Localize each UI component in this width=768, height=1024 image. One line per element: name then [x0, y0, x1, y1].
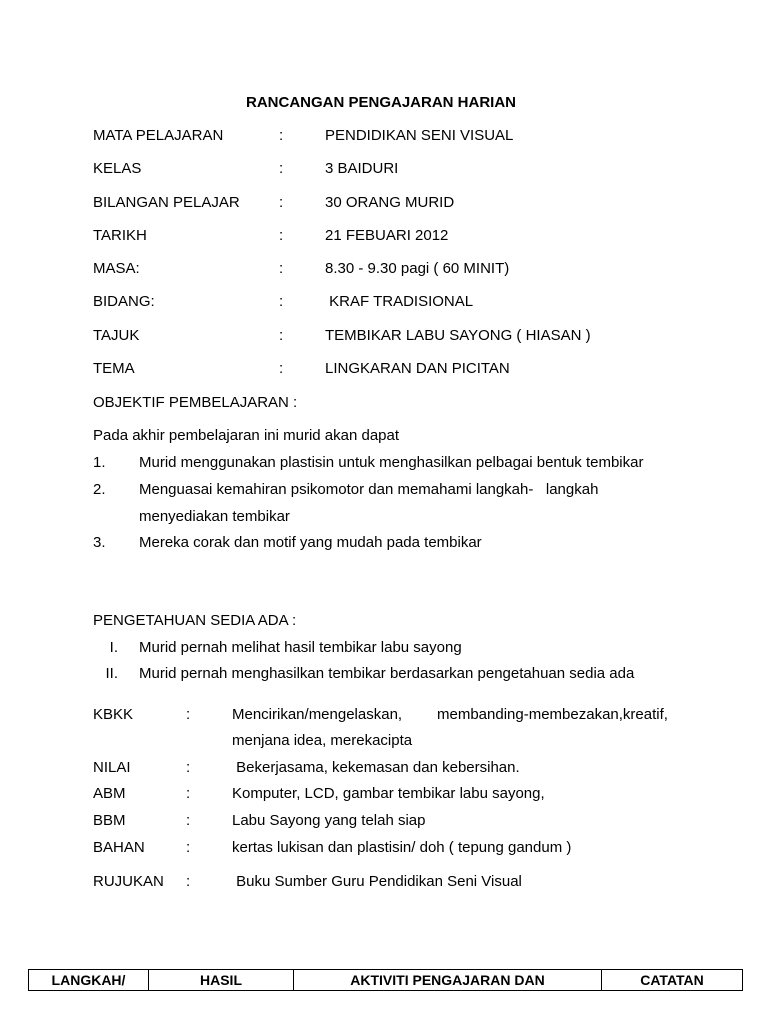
- prior-knowledge-text: Murid pernah menghasilkan tembikar berdasarkan pengetahuan sedia ada: [139, 665, 635, 682]
- column-header-activity: AKTIVITI PENGAJARAN DAN: [294, 970, 602, 991]
- objectives-intro: Pada akhir pembelajaran ini murid akan dapat: [93, 427, 400, 444]
- subject-value: PENDIDIKAN SENI VISUAL: [325, 127, 514, 144]
- rujukan-label: RUJUKAN: [93, 873, 164, 890]
- time-label: MASA:: [93, 260, 140, 277]
- nilai-colon: :: [186, 759, 191, 776]
- theme-label: TEMA: [93, 360, 135, 377]
- kbkk-label: KBKK: [93, 706, 134, 723]
- objective-number: 1.: [93, 454, 106, 471]
- column-header-step: LANGKAH/: [29, 970, 149, 991]
- kbkk-value-continued: menjana idea, merekacipta: [232, 732, 413, 749]
- abm-label: ABM: [93, 785, 126, 802]
- time-value: 8.30 - 9.30 pagi ( 60 MINIT): [325, 260, 510, 277]
- date-label: TARIKH: [93, 227, 147, 244]
- rujukan-value: Buku Sumber Guru Pendidikan Seni Visual: [232, 873, 522, 890]
- lesson-steps-table: [28, 969, 743, 991]
- bahan-label: BAHAN: [93, 839, 145, 856]
- bbm-value: Labu Sayong yang telah siap: [232, 812, 426, 829]
- rujukan-colon: :: [186, 873, 191, 890]
- field-colon: :: [279, 293, 284, 310]
- prior-knowledge-heading: PENGETAHUAN SEDIA ADA :: [93, 612, 297, 629]
- field-label: BIDANG:: [93, 293, 155, 310]
- objective-text: Murid menggunakan plastisin untuk menghasilkan pelbagai bentuk tembikar: [139, 454, 644, 471]
- nilai-label: NILAI: [93, 759, 131, 776]
- time-colon: :: [279, 260, 284, 277]
- objectives-heading: OBJEKTIF PEMBELAJARAN :: [93, 394, 298, 411]
- nilai-value: Bekerjasama, kekemasan dan kebersihan.: [232, 759, 520, 776]
- theme-colon: :: [279, 360, 284, 377]
- objective-text-continued: menyediakan tembikar: [139, 508, 290, 525]
- student-count-label: BILANGAN PELAJAR: [93, 194, 240, 211]
- abm-colon: :: [186, 785, 191, 802]
- class-value: 3 BAIDURI: [325, 160, 399, 177]
- theme-value: LINGKARAN DAN PICITAN: [325, 360, 510, 377]
- class-colon: :: [279, 160, 284, 177]
- objective-text: Menguasai kemahiran psikomotor dan memahami langkah- langkah: [139, 481, 599, 498]
- topic-colon: :: [279, 327, 284, 344]
- bahan-colon: :: [186, 839, 191, 856]
- date-colon: :: [279, 227, 284, 244]
- prior-knowledge-number: II.: [105, 665, 118, 682]
- prior-knowledge-number: I.: [109, 639, 118, 656]
- topic-label: TAJUK: [93, 327, 140, 344]
- abm-value: Komputer, LCD, gambar tembikar labu sayong,: [232, 785, 545, 802]
- column-header-outcome: HASIL: [149, 970, 294, 991]
- class-label: KELAS: [93, 160, 142, 177]
- subject-colon: :: [279, 127, 284, 144]
- column-header-notes: CATATAN: [602, 970, 743, 991]
- field-value: KRAF TRADISIONAL: [325, 293, 474, 310]
- objective-number: 2.: [93, 481, 106, 498]
- date-value: 21 FEBUARI 2012: [325, 227, 449, 244]
- topic-value: TEMBIKAR LABU SAYONG ( HIASAN ): [325, 327, 591, 344]
- bbm-colon: :: [186, 812, 191, 829]
- kbkk-value: Mencirikan/mengelaskan,: [232, 706, 403, 723]
- prior-knowledge-text: Murid pernah melihat hasil tembikar labu sayong: [139, 639, 462, 656]
- table-header-row: [29, 970, 743, 991]
- kbkk-colon: :: [186, 706, 191, 723]
- subject-label: MATA PELAJARAN: [93, 127, 224, 144]
- kbkk-value-extra: membanding-membezakan,kreatif,: [437, 706, 668, 723]
- objective-number: 3.: [93, 534, 106, 551]
- student-count-value: 30 ORANG MURID: [325, 194, 455, 211]
- student-count-colon: :: [279, 194, 284, 211]
- bahan-value: kertas lukisan dan plastisin/ doh ( tepung gandum ): [232, 839, 572, 856]
- bbm-label: BBM: [93, 812, 126, 829]
- objective-text: Mereka corak dan motif yang mudah pada tembikar: [139, 534, 482, 551]
- page-title: RANCANGAN PENGAJARAN HARIAN: [246, 94, 517, 111]
